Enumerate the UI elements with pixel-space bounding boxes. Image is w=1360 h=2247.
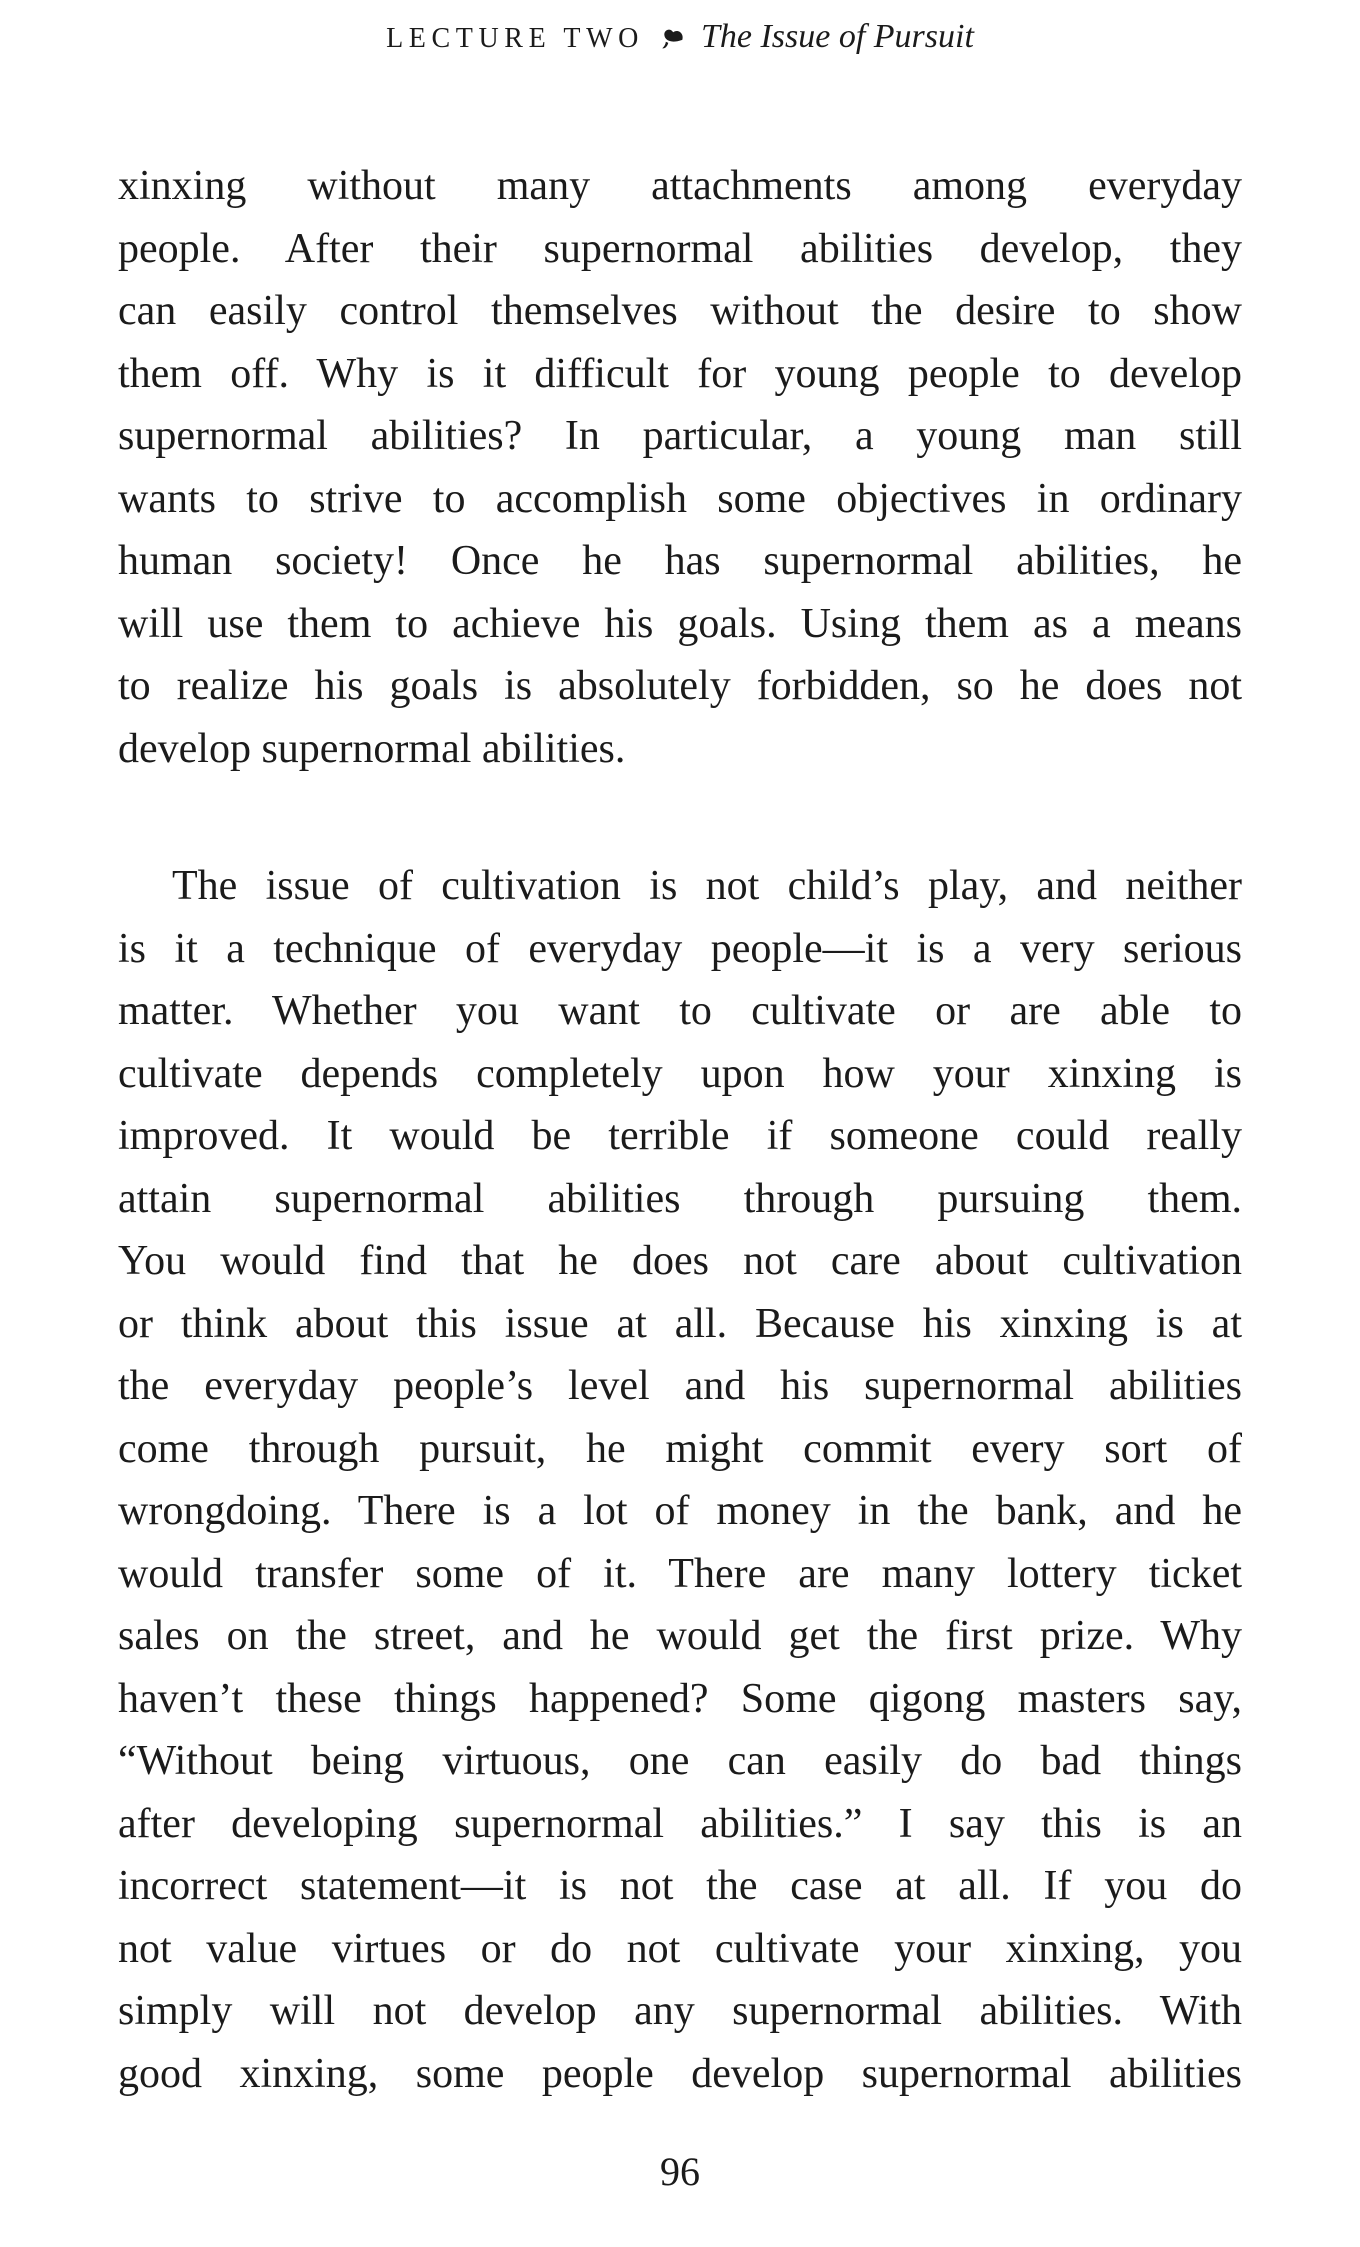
text-line: or think about this issue at all. Because his xinxing is at [118,1300,1242,1347]
text-line: incorrect statement—it is not the case at all. If you do [118,1863,1242,1909]
text-line: come through pursuit, he might commit every sort of [118,1425,1242,1472]
text-line: would transfer some of it. There are many lottery ticket [118,1550,1242,1597]
text-line: “Without being virtuous, one can easily do bad things [118,1738,1242,1784]
text-line: is it a technique of everyday people—it is a very serious [118,925,1242,972]
text-line: people. After their supernormal abilities develop, they [118,225,1242,272]
text-line: good xinxing, some people develop supernormal abilities [118,2050,1242,2097]
text-line: wants to strive to accomplish some objectives in ordinary [118,475,1242,522]
text-line: not value virtues or do not cultivate your xinxing, you [118,1925,1242,1972]
paragraph [118,855,1242,2105]
text-line: sales on the street, and he would get the first prize. Why [118,1613,1242,1659]
text-line: them off. Why is it difficult for young people to develop [118,350,1242,397]
fleuron-icon [658,25,685,57]
text-line: human society! Once he has supernormal abilities, he [118,538,1242,584]
text-line: haven’t these things happened? Some qigong masters say, [118,1675,1242,1722]
page-number: 96 [660,2149,700,2194]
running-header-lecture-label: LECTURE TWO [386,23,644,54]
text-line: supernormal abilities? In particular, a young man still [118,413,1242,459]
text-line: the everyday people’s level and his supernormal abilities [118,1363,1242,1409]
paragraph [118,155,1242,780]
text-line: You would find that he does not care about cultivation [118,1238,1242,1284]
text-line: improved. It would be terrible if someone could really [118,1113,1242,1159]
text-line: xinxing without many attachments among everyday [118,163,1242,209]
text-line: to realize his goals is absolutely forbidden, so he does not [118,663,1242,709]
text-line: simply will not develop any supernormal abilities. With [118,1988,1242,2034]
running-header [0,18,1360,56]
text-line: will use them to achieve his goals. Using them as a means [118,600,1242,647]
text-line: develop supernormal abilities. [118,725,626,772]
running-header-chapter-title: The Issue of Pursuit [700,18,974,55]
text-line: wrongdoing. There is a lot of money in the bank, and he [118,1488,1242,1534]
text-line: after developing supernormal abilities.” I say this is an [118,1800,1242,1847]
text-line: can easily control themselves without the desire to show [118,288,1242,334]
text-line: cultivate depends completely upon how your xinxing is [118,1050,1242,1097]
text-line: attain supernormal abilities through pursuing them. [118,1175,1242,1222]
text-line: The issue of cultivation is not child’s play, and neither [172,863,1242,909]
body-text [118,155,1242,2105]
text-line: matter. Whether you want to cultivate or are able to [118,988,1242,1034]
